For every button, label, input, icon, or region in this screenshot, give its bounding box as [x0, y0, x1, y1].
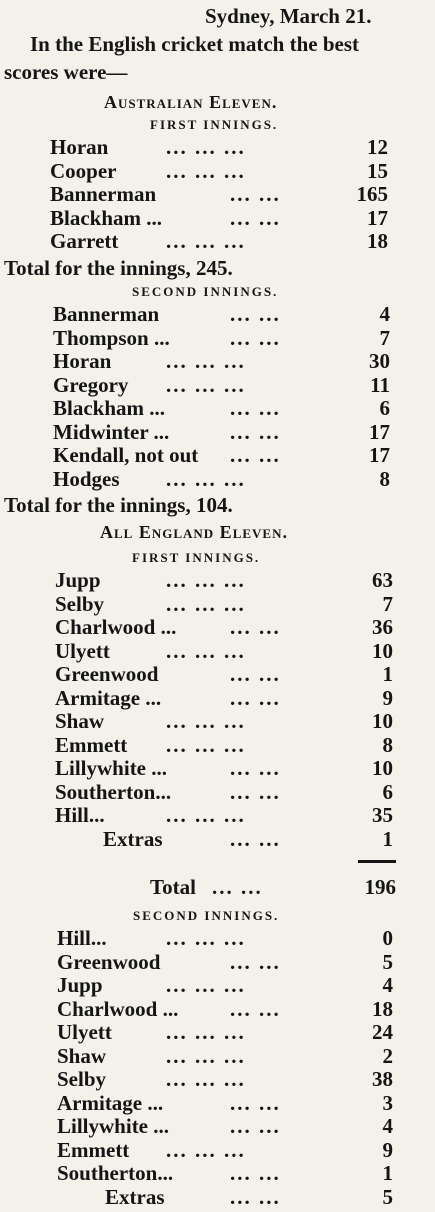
player-score: 17	[369, 443, 390, 467]
score-row	[53, 467, 390, 491]
player-score: 11	[370, 372, 390, 397]
player-name: Extras	[105, 1184, 165, 1209]
player-score: 35	[372, 803, 393, 827]
player-score: 165	[356, 182, 388, 206]
dot-leader: ... ...	[230, 1161, 281, 1185]
player-name: Blackham ...	[50, 205, 163, 230]
total-score: 196	[364, 875, 396, 899]
total-rule	[358, 860, 396, 863]
dot-leader: ... ... ...	[166, 229, 246, 253]
score-row	[57, 973, 393, 997]
player-name: Charlwood ...	[55, 615, 177, 639]
dot-leader: ... ... ...	[166, 349, 246, 373]
intro-line-1: In the English cricket match the best	[30, 32, 359, 56]
player-score: 5	[382, 1184, 393, 1209]
player-name: Greenwood	[57, 949, 161, 974]
player-score: 18	[367, 229, 388, 253]
dot-leader: ... ... ...	[166, 1067, 246, 1091]
score-row	[103, 827, 393, 851]
player-score: 9	[382, 1137, 393, 1162]
player-name: Shaw	[55, 709, 105, 733]
player-score: 4	[379, 302, 390, 326]
dot-leader: ... ... ...	[166, 732, 246, 757]
player-name: Bannerman	[50, 182, 157, 206]
score-row	[57, 1114, 393, 1138]
innings-total-row-eng-1	[150, 875, 396, 899]
player-score: 17	[369, 419, 390, 444]
player-name: Horan	[53, 349, 112, 373]
player-score: 10	[372, 756, 393, 780]
score-row	[53, 302, 390, 326]
dot-leader: ... ...	[230, 302, 281, 326]
player-name: Lillywhite ...	[57, 1114, 170, 1138]
player-name: Armitage ...	[55, 685, 162, 710]
player-score: 10	[372, 638, 393, 663]
player-name: Southerton...	[55, 779, 172, 804]
player-name: Greenwood	[55, 662, 159, 686]
dot-leader: ... ...	[230, 1114, 281, 1138]
player-name: Extras	[103, 826, 163, 851]
player-name: Hill...	[57, 926, 107, 950]
score-row	[53, 349, 390, 373]
dot-leader: ... ...	[230, 779, 281, 804]
player-score: 9	[382, 685, 393, 710]
score-row	[57, 1044, 393, 1068]
player-score: 30	[369, 349, 390, 373]
player-name: Ulyett	[55, 638, 110, 663]
dot-leader: ... ... ...	[166, 591, 246, 616]
player-name: Emmett	[57, 1137, 130, 1162]
dot-leader: ... ... ...	[166, 973, 246, 997]
score-row	[55, 733, 393, 757]
dot-leader: ... ...	[230, 205, 281, 230]
player-score: 1	[382, 1161, 393, 1185]
dot-leader: ... ...	[230, 182, 281, 206]
player-score: 36	[372, 615, 393, 639]
innings-total-aus-1: Total for the innings, 245.	[4, 256, 233, 280]
player-name: Horan	[50, 135, 109, 159]
score-row	[50, 182, 388, 206]
dot-leader: ... ... ...	[166, 466, 246, 491]
player-name: Shaw	[57, 1043, 107, 1068]
dot-leader: ... ...	[230, 419, 281, 444]
score-row	[55, 639, 393, 663]
player-score: 1	[382, 662, 393, 686]
score-row	[57, 1161, 393, 1185]
innings-heading-aus-1: FIRST INNINGS.	[150, 117, 279, 132]
score-row	[53, 326, 390, 350]
player-name: Thompson ...	[53, 325, 170, 350]
player-score: 12	[367, 135, 388, 159]
score-row	[55, 662, 393, 686]
team-title-australia: Australian Eleven.	[104, 92, 278, 112]
player-score: 5	[382, 949, 393, 974]
dateline: Sydney, March 21.	[205, 4, 372, 28]
player-score: 17	[367, 205, 388, 230]
score-row	[57, 1138, 393, 1162]
score-row	[55, 803, 393, 827]
score-row	[50, 229, 388, 253]
player-score: 38	[372, 1067, 393, 1091]
player-score: 8	[379, 466, 390, 491]
dot-leader: ... ... ...	[166, 1137, 246, 1162]
dot-leader: ... ... ...	[166, 158, 246, 183]
dot-leader: ... ... ...	[166, 568, 246, 592]
player-score: 63	[372, 568, 393, 592]
player-name: Gregory	[53, 372, 129, 397]
dot-leader: ... ... ...	[166, 709, 246, 733]
innings-heading-eng-2: SECOND INNINGS.	[133, 908, 280, 923]
player-score: 7	[379, 325, 390, 350]
player-name: Charlwood ...	[57, 996, 179, 1021]
team-title-england: All England Eleven.	[100, 522, 288, 542]
score-row	[53, 420, 390, 444]
dot-leader: ... ... ...	[166, 1020, 246, 1044]
player-score: 6	[379, 396, 390, 420]
dot-leader: ... ... ...	[166, 638, 246, 663]
player-name: Armitage ...	[57, 1090, 164, 1115]
score-row	[53, 396, 390, 420]
dot-leader: ... ... ...	[166, 926, 246, 950]
score-row	[57, 1091, 393, 1115]
score-row	[53, 443, 390, 467]
player-score: 7	[382, 591, 393, 616]
score-row	[55, 592, 393, 616]
player-name: Hodges	[53, 466, 120, 491]
score-row	[57, 1020, 393, 1044]
player-score: 24	[372, 1020, 393, 1044]
player-score: 4	[382, 1114, 393, 1138]
dot-leader: ... ...	[230, 996, 281, 1021]
score-row	[55, 568, 393, 592]
player-name: Jupp	[55, 568, 101, 592]
player-score: 2	[382, 1043, 393, 1068]
dot-leader: ... ... ...	[166, 372, 246, 397]
dot-leader: ... ...	[230, 826, 281, 851]
dot-leader: ... ... ...	[166, 1043, 246, 1068]
score-row	[55, 615, 393, 639]
player-name: Jupp	[57, 973, 103, 997]
score-row	[55, 709, 393, 733]
score-row	[50, 206, 388, 230]
dot-leader: ... ...	[230, 1184, 281, 1209]
score-row	[55, 756, 393, 780]
innings-heading-eng-1: FIRST INNINGS.	[132, 550, 261, 565]
player-name: Ulyett	[57, 1020, 112, 1044]
score-row	[57, 997, 393, 1021]
dot-leader: ... ...	[230, 443, 281, 467]
score-row	[50, 135, 388, 159]
dot-leader: ... ...	[230, 325, 281, 350]
player-score: 1	[382, 826, 393, 851]
player-score: 0	[382, 926, 393, 950]
player-name: Midwinter ...	[53, 419, 170, 444]
score-row	[105, 1185, 393, 1209]
score-row	[57, 1067, 393, 1091]
dot-leader: ... ... ...	[166, 135, 246, 159]
player-name: Lillywhite ...	[55, 756, 168, 780]
player-name: Kendall, not out	[53, 443, 199, 467]
score-row	[55, 686, 393, 710]
dot-leader: ... ...	[230, 615, 281, 639]
dot-leader: ... ...	[230, 662, 281, 686]
innings-heading-aus-2: SECOND INNINGS.	[132, 284, 279, 299]
score-row	[57, 950, 393, 974]
player-score: 6	[382, 779, 393, 804]
score-row	[53, 373, 390, 397]
player-name: Selby	[57, 1067, 107, 1091]
player-score: 4	[382, 973, 393, 997]
total-label: Total	[150, 875, 196, 899]
player-name: Bannerman	[53, 302, 160, 326]
innings-total-aus-2: Total for the innings, 104.	[4, 493, 233, 517]
dot-leader: ... ...	[230, 396, 281, 420]
player-name: Selby	[55, 591, 105, 616]
dot-leader: ... ... ...	[166, 803, 246, 827]
score-row	[57, 926, 393, 950]
score-row	[50, 159, 388, 183]
score-row	[55, 780, 393, 804]
player-score: 15	[367, 158, 388, 183]
dot-leader: ... ...	[230, 949, 281, 974]
total-dots: ... ...	[212, 875, 263, 899]
player-name: Southerton...	[57, 1161, 174, 1185]
player-name: Cooper	[50, 158, 117, 183]
player-name: Garrett	[50, 229, 119, 253]
player-name: Emmett	[55, 732, 128, 757]
player-name: Hill...	[55, 803, 105, 827]
dot-leader: ... ...	[230, 1090, 281, 1115]
player-score: 3	[382, 1090, 393, 1115]
player-score: 8	[382, 732, 393, 757]
player-score: 18	[372, 996, 393, 1021]
dot-leader: ... ...	[230, 756, 281, 780]
player-score: 10	[372, 709, 393, 733]
player-name: Blackham ...	[53, 396, 166, 420]
intro-line-2: scores were—	[4, 60, 128, 84]
dot-leader: ... ...	[230, 685, 281, 710]
